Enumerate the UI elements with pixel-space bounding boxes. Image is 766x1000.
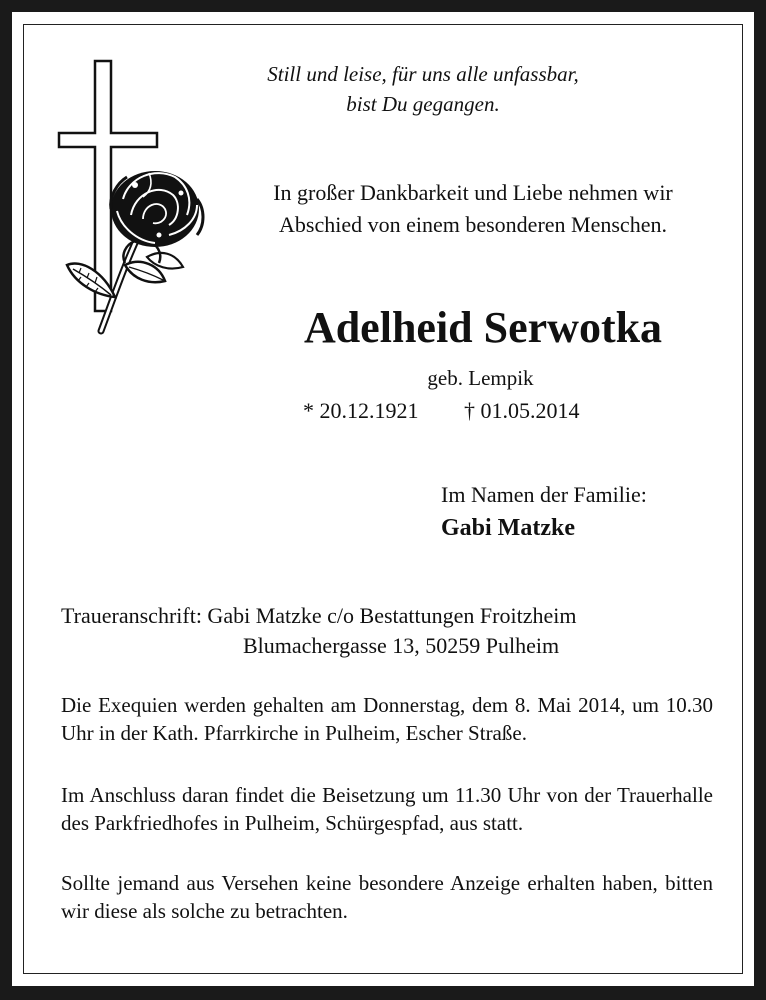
family-name: Gabi Matzke — [441, 515, 575, 541]
intro-line-2: Abschied von einem besonderen Menschen. — [279, 212, 667, 237]
intro-line-1: In großer Dankbarkeit und Liebe nehmen wir — [273, 180, 673, 205]
birth-date: * 20.12.1921 — [303, 398, 419, 423]
beisetzung-paragraph: Im Anschluss daran findet die Beisetzung um 11.30 Uhr von der Trauerhalle des Parkfriedhofes in Pulheim, Schürgespfad, aus statt. — [61, 783, 713, 835]
motto-line-2: bist Du gegangen. — [346, 92, 500, 116]
birth-name: geb. Lempik — [427, 366, 534, 390]
motto-line-1: Still und leise, für uns alle unfassbar, — [267, 62, 579, 86]
life-dates — [303, 397, 703, 425]
motto — [213, 59, 633, 119]
intro-text — [203, 177, 743, 241]
cross-with-rose-icon — [51, 59, 221, 349]
death-date: † 01.05.2014 — [464, 398, 580, 423]
address-line-1: Traueranschrift: Gabi Matzke c/o Bestattungen Froitzheim — [61, 603, 577, 628]
obituary-card — [12, 12, 754, 986]
mourning-address — [61, 601, 741, 661]
exequien-paragraph: Die Exequien werden gehalten am Donnerstag, dem 8. Mai 2014, um 10.30 Uhr in der Kath. Pfarrkirche in Pulheim, Escher Straße. — [61, 693, 713, 745]
family-label: Im Namen der Familie: — [441, 482, 647, 507]
deceased-name: Adelheid Serwotka — [303, 303, 663, 352]
address-line-2: Blumachergasse 13, 50259 Pulheim — [243, 633, 560, 658]
hinweis-paragraph: Sollte jemand aus Versehen keine besondere Anzeige erhalten haben, bitten wir diese als solche zu betrachten. — [61, 871, 713, 923]
